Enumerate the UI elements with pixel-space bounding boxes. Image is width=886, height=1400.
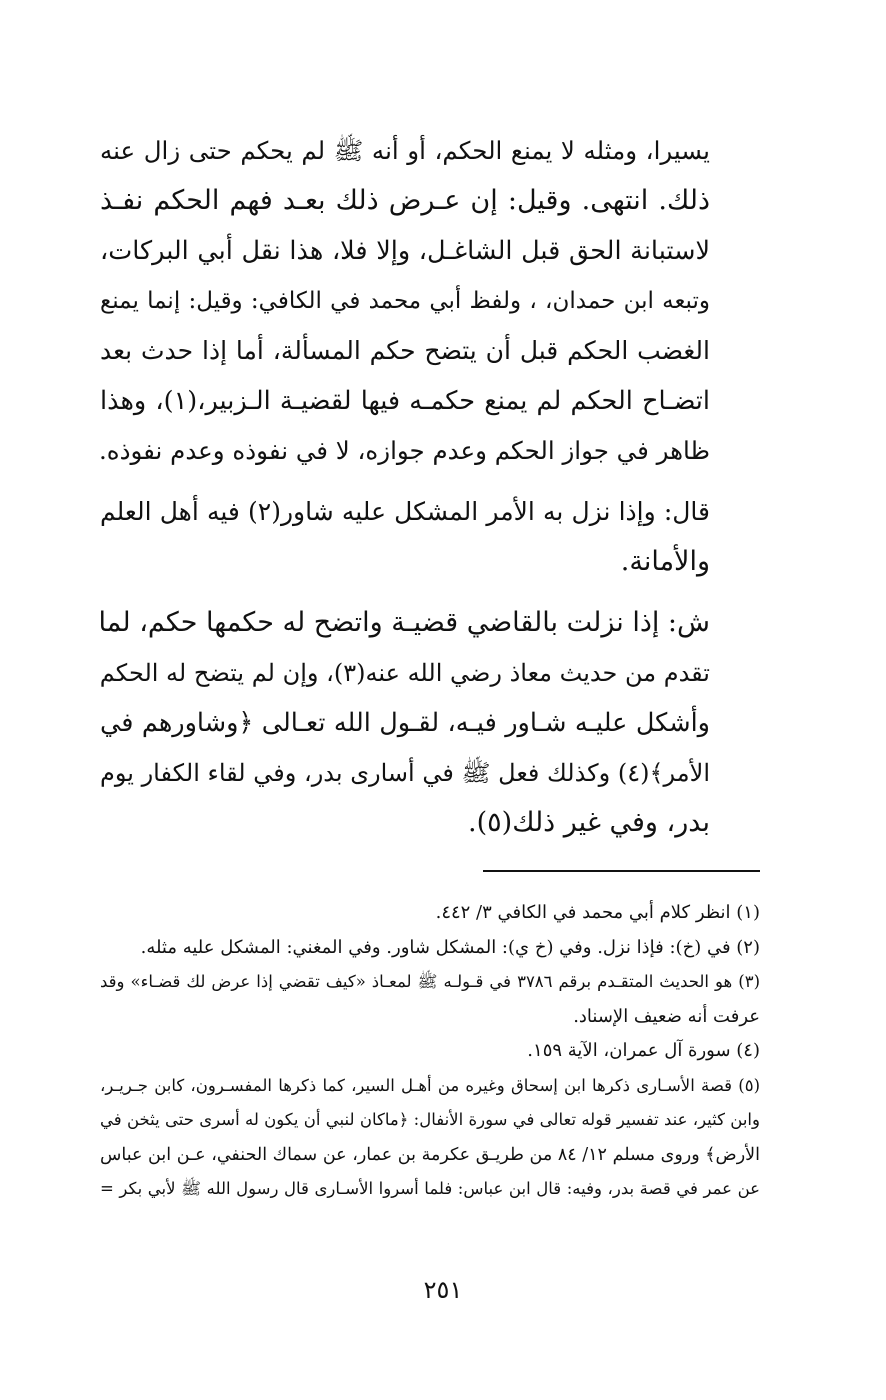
footnote-3-continued: عرفت أنه ضعيف الإسناد. (573, 1005, 760, 1027)
footnote-5: (٥) قصة الأسـارى ذكرها ابن إسحاق وغيره من أهـل السير، كما ذكرها المفسـرون، كابن جـريـر، (100, 1075, 760, 1095)
page-number: ٢٥١ (423, 1276, 463, 1304)
footnote-5-continued: وابن كثير، عند تفسير قوله تعالى في سورة الأنفال: ﴿ماكان لنبي أن يكون له أسرى حتى يثخن في (100, 1110, 760, 1129)
paragraph-2 (100, 487, 710, 587)
text-line: وأشكل عليـه شـاور فيـه، لقـول الله تعـالى ﴿وشاورهم في (100, 708, 710, 738)
text-line: والأمانة. (620, 546, 710, 577)
text-line: وتبعه ابن حمدان، ، ولفظ أبي محمد في الكافي: وقيل: إنما يمنع (100, 288, 710, 314)
text-line: بدر، وفي غير ذلك(٥). (468, 807, 710, 838)
footnote-5-continued: الأرض﴾ وروى مسلم ١٢/ ٨٤ من طريـق عكرمة بن عمار، عن سماك الحنفي، عـن ابن عباس (100, 1144, 760, 1165)
text-line: ظاهر في جواز الحكم وعدم جوازه، لا في نفوذه وعدم نفوذه. (98, 436, 710, 465)
text-line: تقدم من حديث معاذ رضي الله عنه(٣)، وإن لم يتضح له الحكم (99, 659, 710, 687)
footnote-1: (١) انظر كلام أبي محمد في الكافي ٣/ ٤٤٢. (435, 902, 760, 923)
footnotes (100, 896, 760, 1207)
text-line: ش: إذا نزلت بالقاضي قضيـة واتضح له حكمها حكم، لما (98, 607, 710, 638)
text-line: اتضـاح الحكم لم يمنع حكمـه فيها لقضيـة الـزبير،(١)، وهذا (100, 386, 710, 416)
footnote-3: (٣) هو الحديث المتقـدم برقم ٣٧٨٦ في قـولـه ﷺ لمعـاذ «كيف تقضي إذا عرض لك قضـاء» وقد (100, 972, 760, 991)
text-line: لاستبانة الحق قبل الشاغـل، وإلا فلا، هذا نقل أبي البركات، (100, 236, 710, 266)
footnote-4: (٤) سورة آل عمران، الآية ١٥٩. (527, 1040, 760, 1061)
footnote-separator (483, 870, 760, 872)
paragraph-1 (100, 126, 710, 476)
paragraph-gap (100, 587, 710, 598)
footnote-5-continued: عن عمر في قصة بدر، وفيه: قال ابن عباس: فلما أسروا الأسـارى قال رسول الله ﷺ لأبي بكر = (100, 1179, 760, 1198)
main-text (100, 126, 710, 848)
text-line: الغضب الحكم قبل أن يتضح حكم المسألة، أما إذا حدث بعد (100, 336, 710, 365)
text-line: الأمر﴾(٤) وكذلك فعل ﷺ في أسارى بدر، وفي لقاء الكفار يوم (100, 759, 710, 787)
paragraph-gap (100, 476, 710, 487)
text-line: يسيرا، ومثله لا يمنع الحكم، أو أنه ﷺ لم يحكم حتى زال عنه (100, 136, 710, 165)
footnote-2: (٢) في (خ): فإذا نزل. وفي (خ ي): المشكل شاور. وفي المغني: المشكل عليه مثله. (140, 936, 760, 958)
text-line: ذلك. انتهى. وقيل: إن عـرض ذلك بعـد فهم الحكم نفـذ (100, 185, 710, 216)
paragraph-3 (100, 598, 710, 848)
text-line: قال: وإذا نزل به الأمر المشكل عليه شاور(٢) فيه أهل العلم (100, 497, 711, 526)
